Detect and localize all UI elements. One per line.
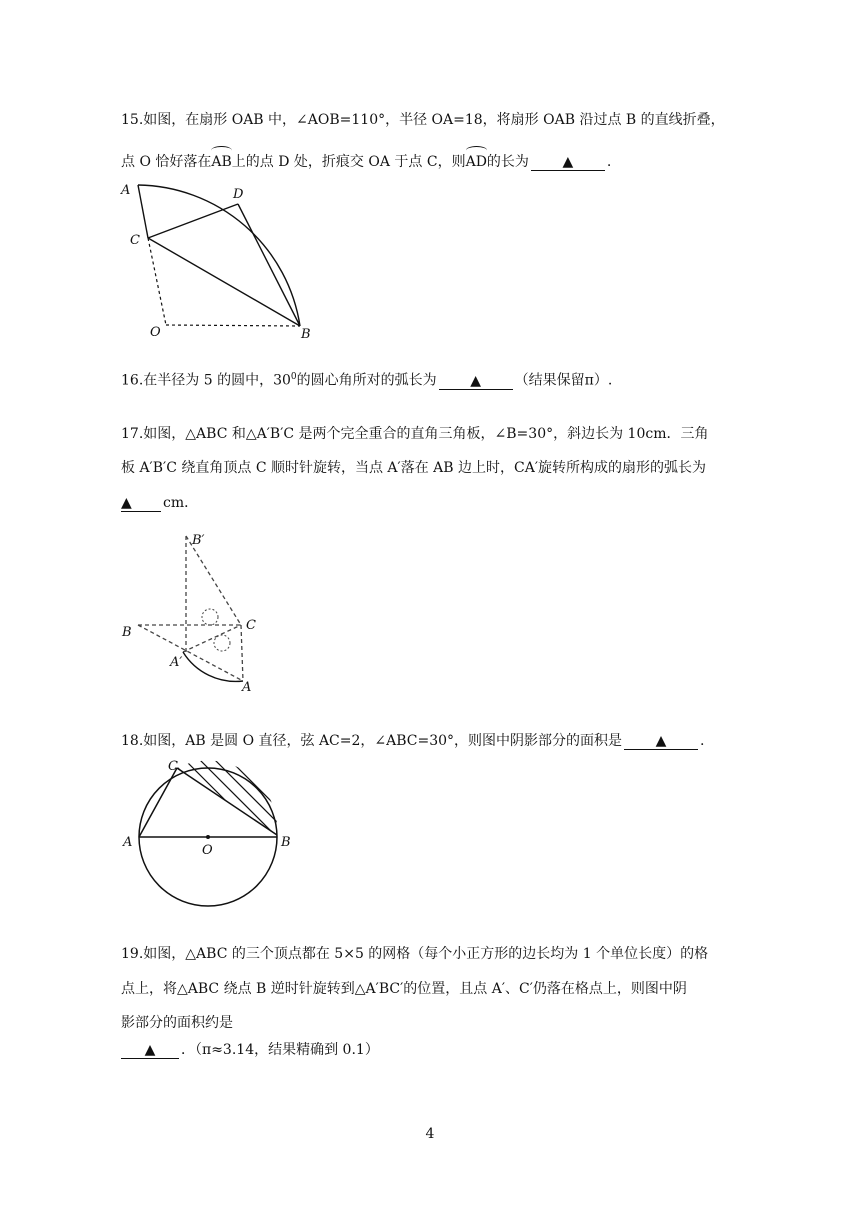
q17-label-b: B	[122, 625, 132, 640]
q17-line3	[121, 493, 198, 513]
q17-label-aprime: A′	[170, 655, 183, 670]
q15-line2-post: 的长为	[486, 154, 529, 170]
q18-hatched-region	[138, 758, 303, 858]
q18-label-a: A	[123, 835, 133, 850]
q15-label-c: C	[130, 233, 140, 248]
q15-end: .	[606, 154, 612, 170]
q17-dashed-c-a	[241, 625, 243, 681]
q17-label-c: C	[246, 618, 256, 633]
q16-sup: 0	[290, 372, 297, 382]
q19-line3: 影部分的面积约是	[121, 1015, 233, 1031]
q18-end: .	[700, 733, 705, 749]
q18-chord-cb	[177, 768, 277, 835]
q17-angle-mark-2	[214, 635, 230, 651]
q18-label-c: C	[168, 759, 178, 774]
q18-text: 18.如图，AB 是圆 O 直径，弦 AC=2，∠ABC=30°，则图中阴影部分的面积是	[121, 733, 623, 749]
q17-line2: 板 A′B′C 绕直角顶点 C 顺时针旋转，当点 A′落在 AB 边上时，CA′旋转所构成的扇形的弧长为	[121, 460, 707, 476]
page-number: 4	[425, 1126, 435, 1142]
q16-line	[121, 367, 612, 391]
q18-center-dot	[206, 835, 210, 839]
q15-arc-ab: AB	[211, 154, 232, 170]
q19-tail: ．（π≈3.14，结果精确到 0.1）	[181, 1042, 379, 1058]
q17-dashed-ap-c	[183, 625, 241, 652]
q15-arc-ad: AD	[465, 154, 487, 170]
q17-angle-mark-1	[202, 609, 218, 625]
q18-label-b: B	[281, 835, 291, 850]
q17-label-a: A	[242, 680, 252, 694]
q15-dashed-co	[148, 238, 166, 325]
q19-answer-blank[interactable]: ▲	[121, 1042, 179, 1059]
q17-dashed-bp-c	[186, 536, 241, 625]
q17-line1: 17.如图，△ABC 和△A′B′C 是两个完全重合的直角三角板，∠B=30°，斜边长为 10cm．三角	[121, 426, 709, 442]
q19-line1: 19.如图，△ABC 的三个顶点都在 5×5 的网格（每个小正方形的边长均为 1 个单位长度）的格	[121, 946, 709, 962]
q18-label-o: O	[202, 843, 213, 858]
q18-figure	[118, 758, 303, 920]
q18-answer-blank[interactable]: ▲	[624, 733, 698, 750]
q15-figure	[118, 180, 333, 340]
q16-pre: 16.在半径为 5 的圆中，30	[121, 372, 291, 389]
q15-label-a: A	[121, 183, 131, 198]
q18-line	[121, 731, 705, 751]
q17-rotation-arc	[183, 652, 243, 681]
q15-dashed-ob	[166, 325, 300, 326]
q15-label-o: O	[150, 325, 161, 340]
q19-line4	[121, 1040, 379, 1060]
q17-unit: cm．	[163, 495, 199, 511]
q18-chord-ac	[139, 768, 177, 837]
q15-label-b: B	[301, 327, 311, 340]
q17-label-bprime: B′	[192, 533, 205, 548]
q16-answer-blank[interactable]: ▲	[439, 373, 513, 390]
q15-line2-pre: 点 O 恰好落在	[121, 154, 212, 170]
q19-line2: 点上，将△ABC 绕点 B 逆时针旋转到△A′BC′的位置，且点 A′、C′仍落在格点上，则图中阴	[121, 981, 687, 997]
q15-answer-blank[interactable]: ▲	[531, 154, 605, 171]
q17-figure	[118, 528, 268, 694]
q17-answer-blank[interactable]: ▲	[121, 495, 161, 512]
q15-label-d: D	[233, 187, 244, 202]
q15-line2	[121, 152, 611, 172]
q17-dashed-b-a	[138, 625, 243, 681]
q15-segment-cd	[148, 204, 238, 238]
q15-line1: 15.如图，在扇形 OAB 中，∠AOB=110°，半径 OA=18，将扇形 OAB 沿过点 B 的直线折叠，	[121, 112, 725, 128]
q16-post: 的圆心角所对的弧长为	[296, 372, 437, 389]
q15-line2-mid: 上的点 D 处，折痕交 OA 于点 C，则	[231, 154, 466, 170]
q15-segment-ac	[138, 185, 148, 238]
q16-tail: （结果保留π）.	[514, 372, 613, 389]
